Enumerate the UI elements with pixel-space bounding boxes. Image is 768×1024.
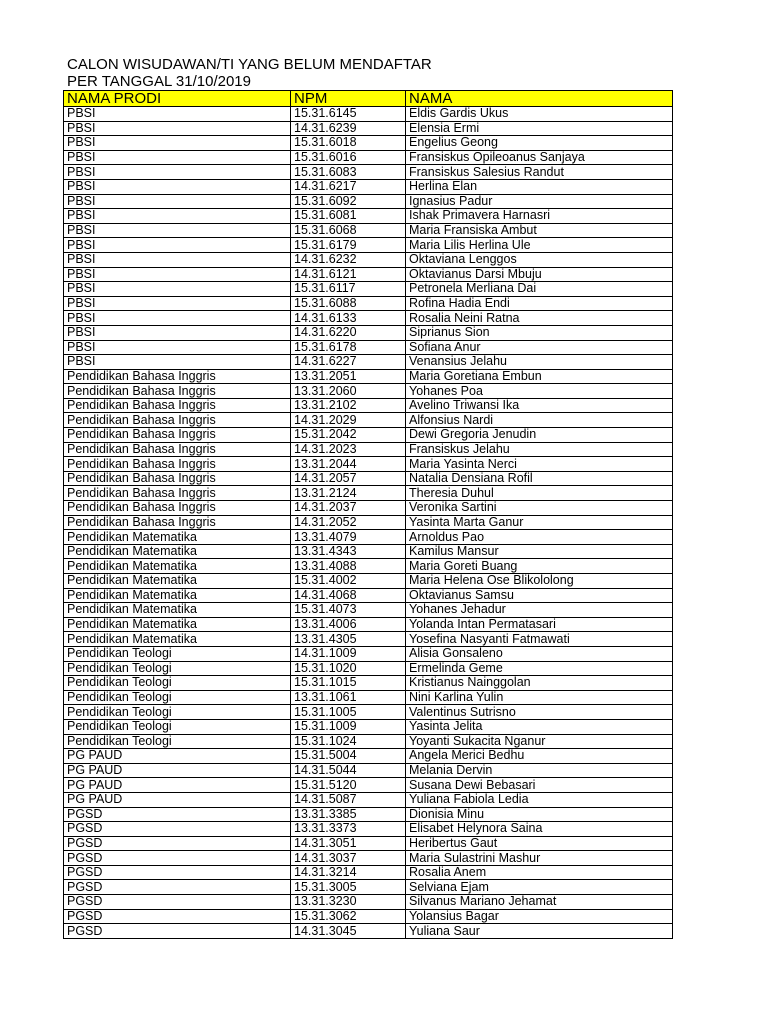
cell-nama-prodi: Pendidikan Teologi [64,690,291,705]
cell-nama: Valentinus Sutrisno [406,705,673,720]
cell-npm: 14.31.2023 [291,442,406,457]
cell-nama-prodi: PBSI [64,238,291,253]
cell-nama: Maria Lilis Herlina Ule [406,238,673,253]
table-row [64,632,673,647]
cell-nama: Theresia Duhul [406,486,673,501]
cell-nama: Maria Yasinta Nerci [406,457,673,472]
cell-nama-prodi: PBSI [64,150,291,165]
cell-nama: Fransiskus Opileoanus Sanjaya [406,150,673,165]
cell-npm: 13.31.2060 [291,384,406,399]
cell-nama: Kamilus Mansur [406,544,673,559]
cell-npm: 13.31.3230 [291,895,406,910]
cell-nama-prodi: Pendidikan Bahasa Inggris [64,501,291,516]
cell-nama: Elisabet Helynora Saina [406,822,673,837]
cell-npm: 14.31.6227 [291,355,406,370]
cell-npm: 13.31.3385 [291,807,406,822]
table-row [64,223,673,238]
cell-nama: Oktavianus Darsi Mbuju [406,267,673,282]
table-row [64,150,673,165]
cell-nama-prodi: Pendidikan Matematika [64,559,291,574]
cell-nama: Yuliana Fabiola Ledia [406,792,673,807]
table-row [64,282,673,297]
cell-npm: 15.31.1020 [291,661,406,676]
table-row [64,865,673,880]
cell-npm: 15.31.1015 [291,676,406,691]
table-row [64,851,673,866]
table-row [64,471,673,486]
cell-npm: 13.31.4305 [291,632,406,647]
cell-npm: 15.31.6145 [291,107,406,122]
cell-nama: Arnoldus Pao [406,530,673,545]
cell-npm: 13.31.2051 [291,369,406,384]
cell-nama: Yasinta Marta Ganur [406,515,673,530]
table-row [64,457,673,472]
table-row [64,836,673,851]
cell-npm: 15.31.5004 [291,749,406,764]
cell-npm: 15.31.6178 [291,340,406,355]
cell-npm: 14.31.6239 [291,121,406,136]
table-row [64,179,673,194]
cell-nama: Nini Karlina Yulin [406,690,673,705]
cell-npm: 14.31.3045 [291,924,406,939]
cell-npm: 14.31.6121 [291,267,406,282]
cell-npm: 15.31.6092 [291,194,406,209]
cell-nama: Angela Merici Bedhu [406,749,673,764]
cell-nama-prodi: Pendidikan Bahasa Inggris [64,442,291,457]
cell-nama-prodi: PBSI [64,296,291,311]
cell-nama-prodi: Pendidikan Teologi [64,734,291,749]
cell-nama: Alisia Gonsaleno [406,646,673,661]
table-row [64,194,673,209]
cell-npm: 15.31.6117 [291,282,406,297]
cell-nama: Sofiana Anur [406,340,673,355]
table-row [64,267,673,282]
cell-nama-prodi: Pendidikan Matematika [64,617,291,632]
cell-nama: Alfonsius Nardi [406,413,673,428]
cell-nama-prodi: Pendidikan Bahasa Inggris [64,471,291,486]
cell-nama-prodi: Pendidikan Bahasa Inggris [64,369,291,384]
cell-nama-prodi: PGSD [64,822,291,837]
cell-nama: Yoyanti Sukacita Nganur [406,734,673,749]
cell-nama: Heribertus Gaut [406,836,673,851]
cell-nama: Veronika Sartini [406,501,673,516]
table-row [64,895,673,910]
table-row [64,165,673,180]
cell-npm: 14.31.6133 [291,311,406,326]
cell-nama-prodi: Pendidikan Bahasa Inggris [64,428,291,443]
cell-nama: Petronela Merliana Dai [406,282,673,297]
cell-nama-prodi: Pendidikan Bahasa Inggris [64,384,291,399]
cell-npm: 15.31.5120 [291,778,406,793]
cell-nama-prodi: Pendidikan Matematika [64,530,291,545]
cell-nama: Maria Fransiska Ambut [406,223,673,238]
cell-npm: 13.31.4006 [291,617,406,632]
cell-npm: 13.31.4343 [291,544,406,559]
cell-npm: 14.31.3214 [291,865,406,880]
cell-npm: 14.31.2037 [291,501,406,516]
table-row [64,719,673,734]
cell-nama-prodi: Pendidikan Bahasa Inggris [64,515,291,530]
cell-npm: 14.31.6217 [291,179,406,194]
cell-nama-prodi: PGSD [64,924,291,939]
table-row [64,617,673,632]
cell-nama-prodi: PGSD [64,909,291,924]
cell-nama: Dewi Gregoria Jenudin [406,428,673,443]
cell-nama: Natalia Densiana Rofil [406,471,673,486]
table-row [64,501,673,516]
cell-nama-prodi: PGSD [64,880,291,895]
cell-nama-prodi: PBSI [64,179,291,194]
table-row [64,340,673,355]
table-row [64,792,673,807]
table-row [64,238,673,253]
cell-nama-prodi: PBSI [64,165,291,180]
cell-npm: 15.31.3005 [291,880,406,895]
cell-nama-prodi: Pendidikan Matematika [64,574,291,589]
cell-npm: 13.31.2102 [291,398,406,413]
cell-nama: Engelius Geong [406,136,673,151]
table-row [64,413,673,428]
cell-npm: 13.31.1061 [291,690,406,705]
cell-nama-prodi: PGSD [64,807,291,822]
cell-npm: 14.31.1009 [291,646,406,661]
cell-nama-prodi: PG PAUD [64,749,291,764]
cell-nama: Melania Dervin [406,763,673,778]
cell-nama-prodi: PBSI [64,136,291,151]
cell-nama-prodi: Pendidikan Bahasa Inggris [64,457,291,472]
cell-nama: Siprianus Sion [406,325,673,340]
cell-nama: Ermelinda Geme [406,661,673,676]
cell-nama: Yohanes Jehadur [406,603,673,618]
table-row [64,705,673,720]
cell-npm: 15.31.6016 [291,150,406,165]
cell-nama: Ishak Primavera Harnasri [406,209,673,224]
graduates-table [63,90,673,939]
cell-nama-prodi: Pendidikan Matematika [64,632,291,647]
cell-npm: 15.31.1024 [291,734,406,749]
cell-nama-prodi: PGSD [64,836,291,851]
cell-nama: Oktavianus Samsu [406,588,673,603]
cell-nama: Eldis Gardis Ukus [406,107,673,122]
cell-nama-prodi: PGSD [64,851,291,866]
cell-npm: 15.31.4002 [291,574,406,589]
table-row [64,909,673,924]
cell-nama: Elensia Ermi [406,121,673,136]
table-row [64,559,673,574]
cell-nama-prodi: Pendidikan Teologi [64,676,291,691]
cell-npm: 13.31.4079 [291,530,406,545]
table-row [64,646,673,661]
table-row [64,355,673,370]
cell-npm: 15.31.6179 [291,238,406,253]
cell-nama-prodi: PG PAUD [64,792,291,807]
cell-nama-prodi: Pendidikan Bahasa Inggris [64,486,291,501]
cell-nama: Venansius Jelahu [406,355,673,370]
cell-nama-prodi: PBSI [64,311,291,326]
cell-nama-prodi: PBSI [64,194,291,209]
cell-nama: Maria Helena Ose Blikololong [406,574,673,589]
table-row [64,924,673,939]
table-row [64,676,673,691]
cell-npm: 14.31.5044 [291,763,406,778]
cell-nama-prodi: PBSI [64,107,291,122]
cell-nama: Herlina Elan [406,179,673,194]
cell-nama: Ignasius Padur [406,194,673,209]
cell-nama: Fransiskus Salesius Randut [406,165,673,180]
table-row [64,763,673,778]
table-row [64,486,673,501]
header-nama-prodi: NAMA PRODI [64,91,291,107]
cell-npm: 15.31.6083 [291,165,406,180]
cell-nama-prodi: PBSI [64,121,291,136]
table-row [64,822,673,837]
cell-nama-prodi: PBSI [64,252,291,267]
cell-npm: 14.31.3037 [291,851,406,866]
table-row [64,325,673,340]
table-row [64,530,673,545]
cell-npm: 15.31.4073 [291,603,406,618]
table-row [64,734,673,749]
cell-nama-prodi: PBSI [64,355,291,370]
cell-nama: Fransiskus Jelahu [406,442,673,457]
cell-nama-prodi: PGSD [64,865,291,880]
cell-nama-prodi: PBSI [64,209,291,224]
cell-nama: Avelino Triwansi Ika [406,398,673,413]
cell-nama: Yosefina Nasyanti Fatmawati [406,632,673,647]
cell-nama: Selviana Ejam [406,880,673,895]
cell-npm: 15.31.6081 [291,209,406,224]
cell-nama: Dionisia Minu [406,807,673,822]
table-row [64,428,673,443]
table-header-row [64,91,673,107]
header-npm: NPM [291,91,406,107]
cell-nama-prodi: PG PAUD [64,778,291,793]
table-row [64,661,673,676]
cell-nama-prodi: Pendidikan Teologi [64,646,291,661]
cell-nama: Yasinta Jelita [406,719,673,734]
table-row [64,749,673,764]
table-body [64,107,673,939]
cell-nama-prodi: Pendidikan Matematika [64,603,291,618]
table-row [64,807,673,822]
cell-nama-prodi: PBSI [64,282,291,297]
cell-npm: 15.31.1009 [291,719,406,734]
table-row [64,442,673,457]
table-row [64,252,673,267]
table-row [64,603,673,618]
table-row [64,209,673,224]
cell-nama-prodi: PG PAUD [64,763,291,778]
cell-nama: Silvanus Mariano Jehamat [406,895,673,910]
cell-npm: 14.31.2057 [291,471,406,486]
table-row [64,121,673,136]
table-row [64,369,673,384]
cell-npm: 15.31.6068 [291,223,406,238]
cell-npm: 14.31.5087 [291,792,406,807]
cell-nama: Rosalia Anem [406,865,673,880]
cell-nama-prodi: Pendidikan Matematika [64,544,291,559]
table-row [64,515,673,530]
cell-npm: 15.31.6088 [291,296,406,311]
header-nama: NAMA [406,91,673,107]
table-row [64,880,673,895]
cell-nama-prodi: Pendidikan Matematika [64,588,291,603]
cell-npm: 13.31.2044 [291,457,406,472]
cell-npm: 14.31.6232 [291,252,406,267]
cell-nama-prodi: Pendidikan Bahasa Inggris [64,398,291,413]
cell-nama: Rofina Hadia Endi [406,296,673,311]
cell-npm: 14.31.3051 [291,836,406,851]
table-row [64,778,673,793]
cell-nama-prodi: Pendidikan Teologi [64,661,291,676]
cell-npm: 14.31.6220 [291,325,406,340]
cell-nama: Susana Dewi Bebasari [406,778,673,793]
cell-npm: 13.31.2124 [291,486,406,501]
cell-npm: 15.31.3062 [291,909,406,924]
table-row [64,588,673,603]
cell-nama: Yuliana Saur [406,924,673,939]
cell-nama-prodi: PGSD [64,895,291,910]
cell-npm: 15.31.6018 [291,136,406,151]
cell-nama: Maria Goreti Buang [406,559,673,574]
cell-nama-prodi: PBSI [64,223,291,238]
table-row [64,107,673,122]
cell-nama: Maria Goretiana Embun [406,369,673,384]
cell-nama-prodi: Pendidikan Bahasa Inggris [64,413,291,428]
cell-npm: 14.31.2029 [291,413,406,428]
cell-npm: 13.31.3373 [291,822,406,837]
cell-nama: Yolanda Intan Permatasari [406,617,673,632]
cell-npm: 15.31.2042 [291,428,406,443]
document-date: PER TANGGAL 31/10/2019 [67,73,251,90]
cell-nama-prodi: Pendidikan Teologi [64,705,291,720]
cell-nama-prodi: Pendidikan Teologi [64,719,291,734]
cell-npm: 14.31.2052 [291,515,406,530]
table-row [64,311,673,326]
document-title: CALON WISUDAWAN/TI YANG BELUM MENDAFTAR [67,56,432,73]
table-row [64,384,673,399]
cell-nama-prodi: PBSI [64,325,291,340]
table-row [64,136,673,151]
cell-nama: Yolansius Bagar [406,909,673,924]
cell-nama: Maria Sulastrini Mashur [406,851,673,866]
cell-nama-prodi: PBSI [64,267,291,282]
table-row [64,690,673,705]
table-row [64,398,673,413]
table-row [64,574,673,589]
table-row [64,296,673,311]
cell-nama: Yohanes Poa [406,384,673,399]
cell-nama: Kristianus Nainggolan [406,676,673,691]
cell-nama: Rosalia Neini Ratna [406,311,673,326]
cell-nama-prodi: PBSI [64,340,291,355]
cell-npm: 15.31.1005 [291,705,406,720]
table-row [64,544,673,559]
cell-nama: Oktaviana Lenggos [406,252,673,267]
cell-npm: 14.31.4068 [291,588,406,603]
cell-npm: 13.31.4088 [291,559,406,574]
